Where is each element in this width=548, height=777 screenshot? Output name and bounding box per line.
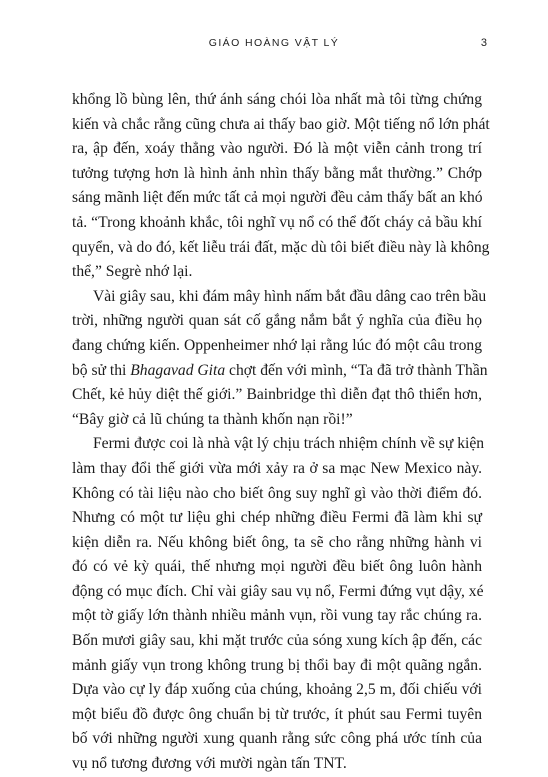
text-line: kiện diễn ra. Nếu không biết ông, ta sẽ cho rằng những hành vi [72,533,482,551]
text-line: động có mục đích. Chỉ vài giây sau vụ nổ, Fermi đứng vụt dậy, xé [72,582,484,600]
body-text [72,88,490,777]
text-line: Dựa vào cự ly đáp xuống của chúng, khoảng 2,5 m, đối chiếu với [72,681,482,699]
text-line: tả. “Trong khoảnh khắc, tôi nghĩ vụ nổ có thể đốt cháy cả bầu khí [72,213,482,231]
text-line: tưởng tượng hơn là hình ảnh nhìn thấy bằng mắt thường.” Chớp [72,164,482,182]
text-line: đang chứng kiến. Oppenheimer nhớ lại rằng lúc đó một câu trong [72,336,482,354]
text-line: kiến và chắc rằng cũng chưa ai thấy bao giờ. Một tiếng nổ lớn phát [72,115,490,133]
running-header [0,37,548,53]
text-line: thể,” Segrè nhớ lại. [72,263,193,281]
text-line: một tờ giấy lớn thành nhiều mảnh vụn, rồi vung tay rắc chúng ra. [72,607,482,625]
text-line: bộ sử thi Bhagavad Gita chợt đến với mình, “Ta đã trở thành Thần [72,361,488,379]
text-line: mảnh giấy vụn trong không trung bị thổi bay đi một quãng ngắn. [72,656,482,674]
text-line: làm thay đổi thế giới vừa mới xảy ra ở sa mạc New Mexico này. [72,459,482,477]
text-line: bố với những người xung quanh rằng sức công phá ước tính của [72,730,482,748]
text-line: Nhưng có một tư liệu ghi chép những điều Fermi đã làm khi sự [72,509,482,527]
text-line: “Bây giờ cả lũ chúng ta thành khốn nạn rồi!” [72,410,353,428]
paragraph [72,88,490,285]
text-line: ra, ập đến, xoáy thẳng vào người. Đó là một viễn cảnh trong trí [72,140,482,158]
text-line: quyển, và do đó, kết liễu trái đất, mặc dù tôi biết điều này là không [72,238,490,256]
text-line: một biểu đồ được ông chuẩn bị từ trước, ít phút sau Fermi tuyên [72,705,482,723]
text-line: Không có tài liệu nào cho biết ông suy nghĩ gì vào thời điểm đó. [72,484,482,502]
text-line: khổng lồ bùng lên, thứ ánh sáng chói lòa nhất mà tôi từng chứng [72,91,482,108]
text-line: trời, những người quan sát cố gắng nắm bắt ý nghĩa của điều họ [72,312,482,330]
text-line: Vài giây sau, khi đám mây hình nấm bắt đầu dâng cao trên bầu [93,287,487,305]
text-line: Chết, kẻ hủy diệt thế giới.” Bainbridge thì diễn đạt thô thiển hơn, [72,386,482,404]
italic-title: Bhagavad Gita [130,361,226,379]
text-line: đó có vẻ kỳ quái, thế nhưng mọi người đều biết ông luôn hành [72,558,482,576]
paragraph [72,285,488,433]
text-line: vụ nổ tương đương với mười ngàn tấn TNT. [72,755,347,773]
text-line: Bốn mươi giây sau, khi mặt trước của sóng xung kích ập đến, các [72,632,482,650]
running-title: GIÁO HOÀNG VẬT LÝ [208,37,340,49]
text-line: sáng mãnh liệt đến mức tất cả mọi người đều cảm thấy bất an khó [72,189,483,207]
page-number: 3 [480,37,487,49]
paragraph [72,432,485,776]
text-line: Fermi được coi là nhà vật lý chịu trách nhiệm chính về sự kiện [93,435,485,453]
